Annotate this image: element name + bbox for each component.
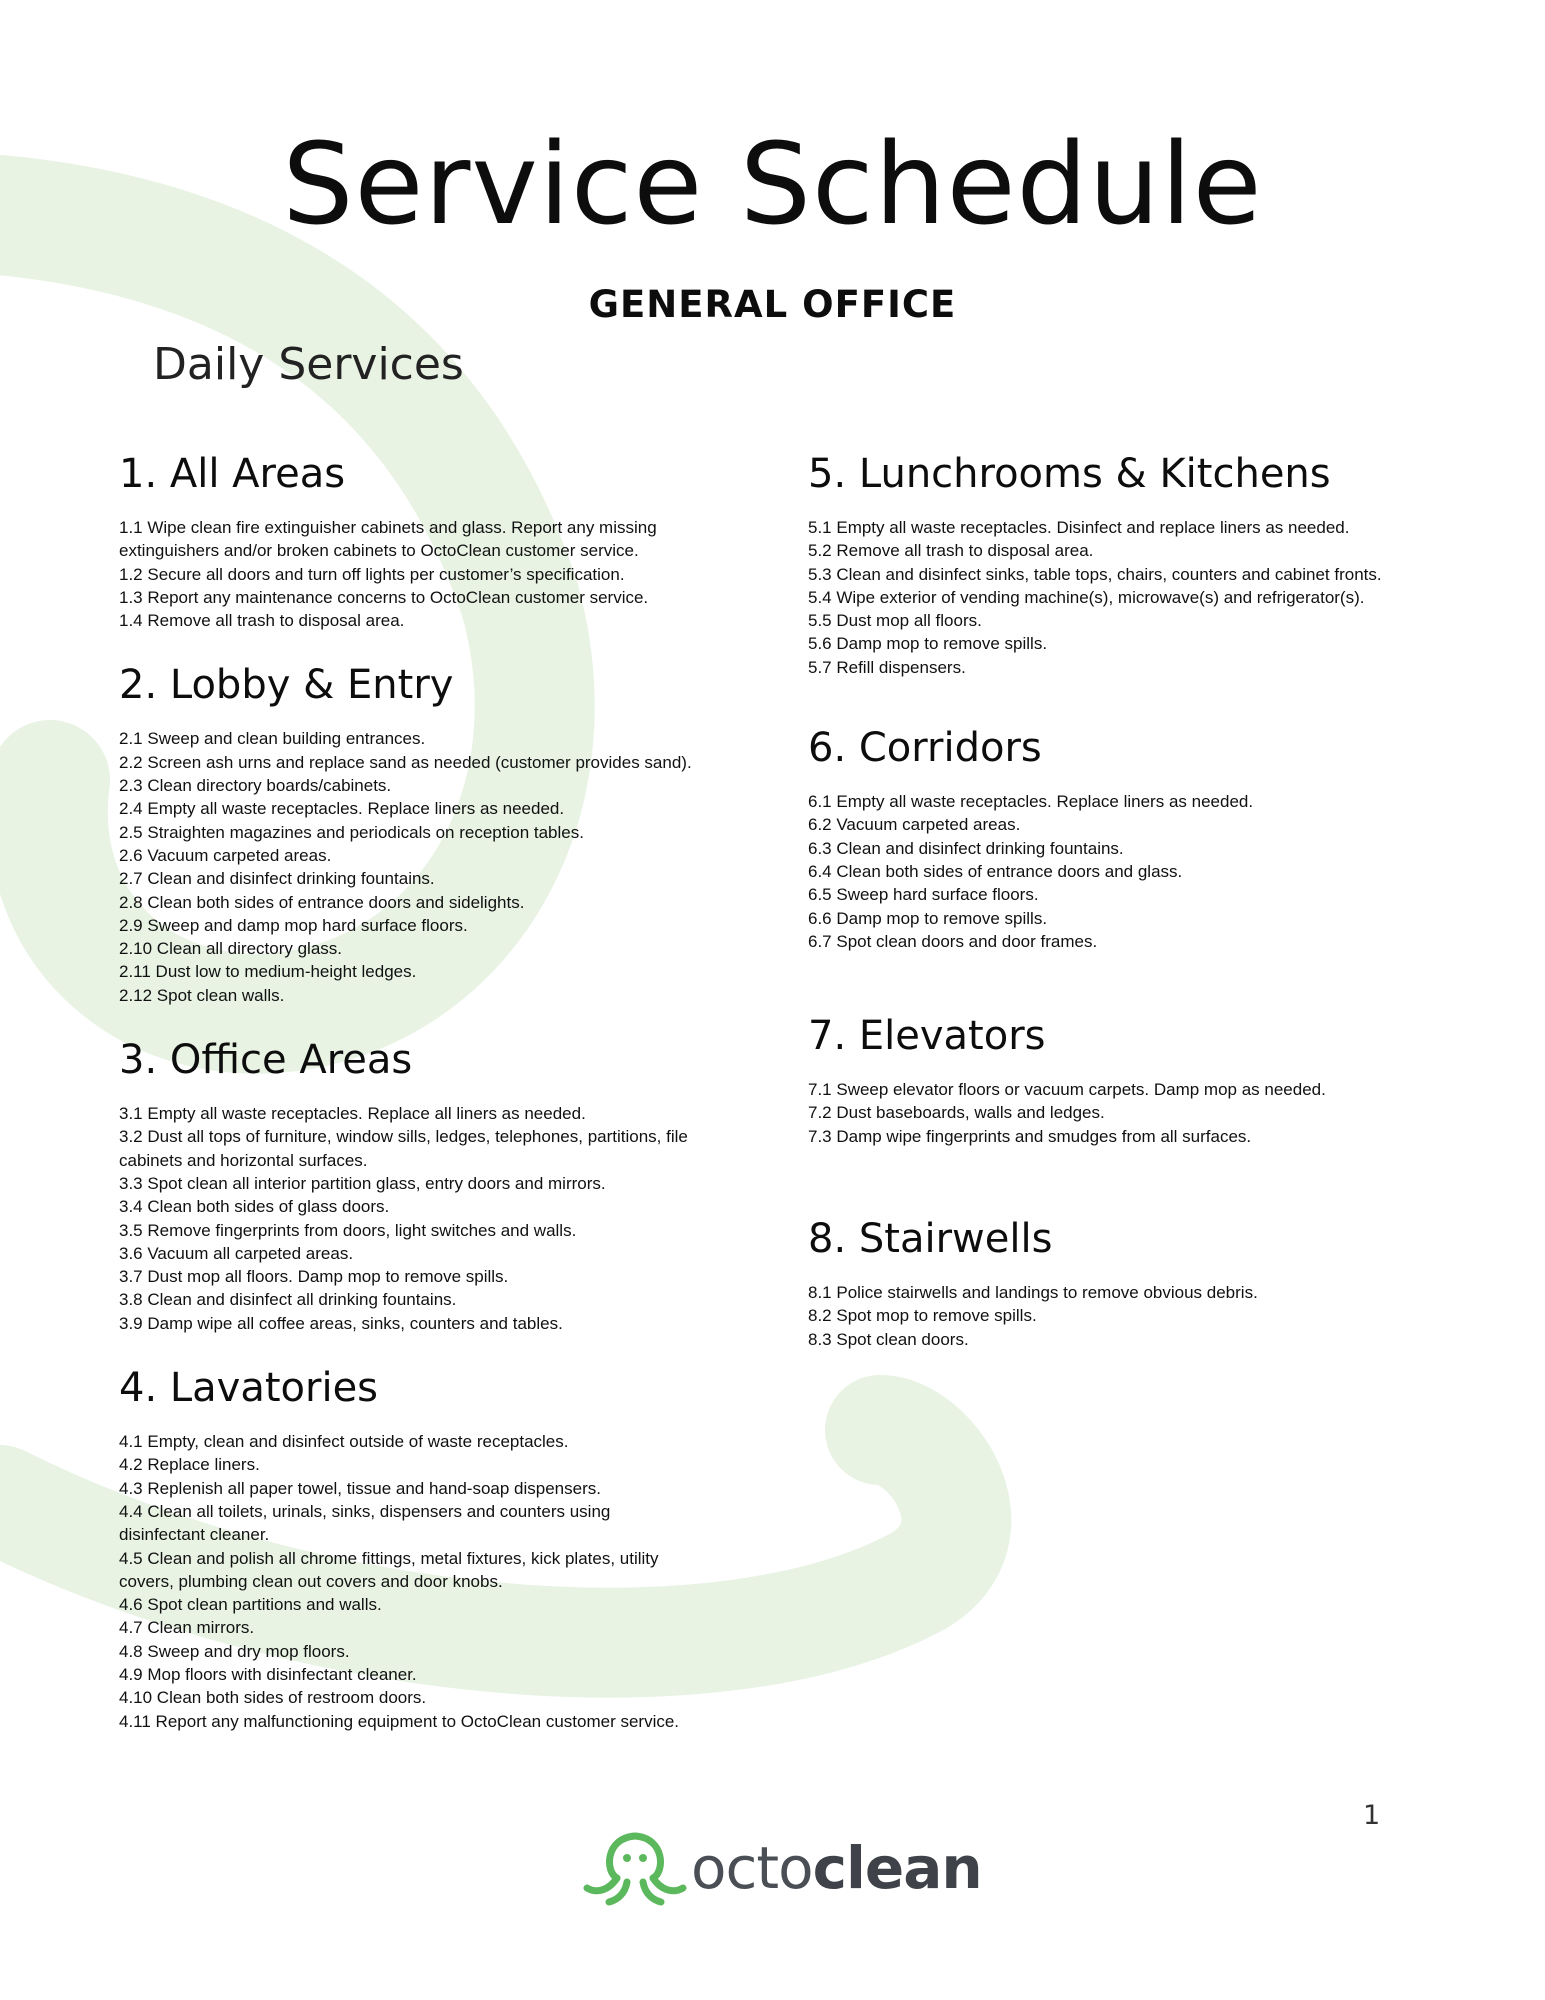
task-item: 5.6 Damp mop to remove spills.	[808, 634, 1048, 654]
octoclean-logo	[583, 1828, 982, 1908]
task-item: 7.3 Damp wipe fingerprints and smudges from all surfaces.	[808, 1126, 1252, 1146]
task-item: 1.2 Secure all doors and turn off lights per customer’s specification.	[119, 564, 625, 584]
section-office-areas	[119, 1034, 699, 1335]
section-heading: 6. Corridors	[808, 725, 1042, 772]
task-item: 4.11 Report any malfunctioning equipment to OctoClean customer service.	[119, 1711, 680, 1731]
section-heading: 2. Lobby & Entry	[119, 662, 454, 709]
logo-text-octo: octo	[691, 1834, 813, 1902]
task-list	[119, 1102, 699, 1335]
task-item: 6.1 Empty all waste receptacles. Replace liners as needed.	[808, 792, 1254, 812]
task-item: 3.5 Remove fingerprints from doors, light switches and walls.	[119, 1220, 577, 1240]
section-heading: 3. Office Areas	[119, 1037, 413, 1084]
task-item: 2.3 Clean directory boards/cabinets.	[119, 776, 392, 796]
task-item: 4.5 Clean and polish all chrome fittings, metal fixtures, kick plates, utility covers, plumbing clean out covers and door knobs.	[119, 1548, 659, 1591]
task-item: 1.4 Remove all trash to disposal area.	[119, 611, 405, 631]
task-item: 6.5 Sweep hard surface floors.	[808, 885, 1039, 905]
task-item: 8.3 Spot clean doors.	[808, 1329, 969, 1349]
task-item: 2.4 Empty all waste receptacles. Replace liners as needed.	[119, 799, 565, 819]
logo-wordmark	[691, 1834, 982, 1902]
task-item: 1.3 Report any maintenance concerns to OctoClean customer service.	[119, 587, 649, 607]
task-item: 8.1 Police stairwells and landings to remove obvious debris.	[808, 1283, 1258, 1303]
task-item: 2.12 Spot clean walls.	[119, 985, 285, 1005]
page-title: Service Schedule	[282, 120, 1263, 250]
task-list	[808, 1281, 1458, 1351]
task-item: 6.6 Damp mop to remove spills.	[808, 908, 1048, 928]
task-item: 2.7 Clean and disinfect drinking fountains.	[119, 869, 435, 889]
task-item: 3.1 Empty all waste receptacles. Replace all liners as needed.	[119, 1104, 586, 1124]
section-heading: 1. All Areas	[119, 451, 346, 497]
daily-services-heading: Daily Services	[153, 339, 464, 390]
task-item: 4.2 Replace liners.	[119, 1455, 260, 1475]
section-lunchrooms-kitchens	[808, 448, 1458, 679]
task-list	[119, 727, 699, 1007]
task-item: 2.10 Clean all directory glass.	[119, 939, 343, 959]
section-heading: 7. Elevators	[808, 1013, 1046, 1060]
task-item: 3.2 Dust all tops of furniture, window sills, ledges, telephones, partitions, file cabinets and horizontal surfaces.	[119, 1127, 688, 1170]
right-column	[808, 448, 1458, 1351]
left-column	[119, 448, 699, 1733]
task-item: 3.7 Dust mop all floors. Damp mop to remove spills.	[119, 1267, 509, 1287]
task-item: 2.2 Screen ash urns and replace sand as needed (customer provides sand).	[119, 752, 692, 772]
task-list	[808, 1078, 1458, 1148]
section-heading: 5. Lunchrooms & Kitchens	[808, 451, 1331, 497]
task-item: 2.5 Straighten magazines and periodicals on reception tables.	[119, 822, 584, 842]
section-corridors	[808, 722, 1458, 953]
task-item: 3.8 Clean and disinfect all drinking fountains.	[119, 1290, 457, 1310]
task-list	[808, 516, 1458, 679]
task-item: 2.9 Sweep and damp mop hard surface floors.	[119, 915, 468, 935]
task-item: 5.4 Wipe exterior of vending machine(s), microwave(s) and refrigerator(s).	[808, 587, 1365, 607]
page-subtitle: GENERAL OFFICE	[588, 283, 957, 326]
task-list	[808, 790, 1458, 953]
task-item: 7.2 Dust baseboards, walls and ledges.	[808, 1103, 1105, 1123]
task-item: 5.1 Empty all waste receptacles. Disinfect and replace liners as needed.	[808, 518, 1350, 537]
task-item: 5.3 Clean and disinfect sinks, table tops, chairs, counters and cabinet fronts.	[808, 564, 1382, 584]
task-item: 1.1 Wipe clean fire extinguisher cabinets and glass. Report any missing extinguishers and/or broken cabinets to OctoClean customer service.	[119, 518, 657, 561]
task-item: 6.3 Clean and disinfect drinking fountains.	[808, 838, 1124, 858]
task-item: 4.4 Clean all toilets, urinals, sinks, dispensers and counters using disinfectant cleaner.	[119, 1501, 611, 1545]
task-item: 5.7 Refill dispensers.	[808, 657, 966, 677]
task-item: 2.6 Vacuum carpeted areas.	[119, 845, 332, 865]
task-item: 7.1 Sweep elevator floors or vacuum carpets. Damp mop as needed.	[808, 1080, 1326, 1100]
task-item: 3.9 Damp wipe all coffee areas, sinks, counters and tables.	[119, 1313, 563, 1333]
task-item: 6.2 Vacuum carpeted areas.	[808, 815, 1021, 835]
task-item: 5.5 Dust mop all floors.	[808, 611, 982, 631]
task-item: 2.1 Sweep and clean building entrances.	[119, 729, 426, 749]
task-item: 3.6 Vacuum all carpeted areas.	[119, 1243, 354, 1263]
section-lobby-entry	[119, 659, 699, 1007]
task-item: 4.8 Sweep and dry mop floors.	[119, 1641, 350, 1661]
page-number: 1	[1363, 1800, 1381, 1831]
task-list	[119, 516, 699, 632]
section-heading: 8. Stairwells	[808, 1216, 1053, 1263]
logo-text-clean: clean	[812, 1834, 982, 1902]
section-lavatories	[119, 1362, 699, 1733]
task-item: 2.11 Dust low to medium-height ledges.	[119, 962, 417, 982]
task-item: 3.4 Clean both sides of glass doors.	[119, 1197, 390, 1217]
task-item: 2.8 Clean both sides of entrance doors and sidelights.	[119, 892, 525, 912]
task-item: 4.7 Clean mirrors.	[119, 1618, 255, 1638]
task-list	[119, 1430, 699, 1733]
task-item: 6.7 Spot clean doors and door frames.	[808, 931, 1098, 951]
octopus-icon	[583, 1828, 687, 1908]
task-item: 4.6 Spot clean partitions and walls.	[119, 1595, 382, 1615]
task-item: 6.4 Clean both sides of entrance doors and glass.	[808, 861, 1183, 881]
task-item: 4.1 Empty, clean and disinfect outside of waste receptacles.	[119, 1432, 569, 1452]
section-stairwells	[808, 1213, 1458, 1351]
task-item: 3.3 Spot clean all interior partition glass, entry doors and mirrors.	[119, 1173, 606, 1193]
task-item: 4.9 Mop floors with disinfectant cleaner.	[119, 1664, 417, 1684]
task-item: 5.2 Remove all trash to disposal area.	[808, 541, 1094, 561]
section-heading: 4. Lavatories	[119, 1365, 379, 1412]
task-item: 4.3 Replenish all paper towel, tissue and hand-soap dispensers.	[119, 1478, 601, 1498]
section-elevators	[808, 1010, 1458, 1148]
task-item: 8.2 Spot mop to remove spills.	[808, 1306, 1037, 1326]
task-item: 4.10 Clean both sides of restroom doors.	[119, 1688, 427, 1708]
section-all-areas	[119, 448, 699, 632]
